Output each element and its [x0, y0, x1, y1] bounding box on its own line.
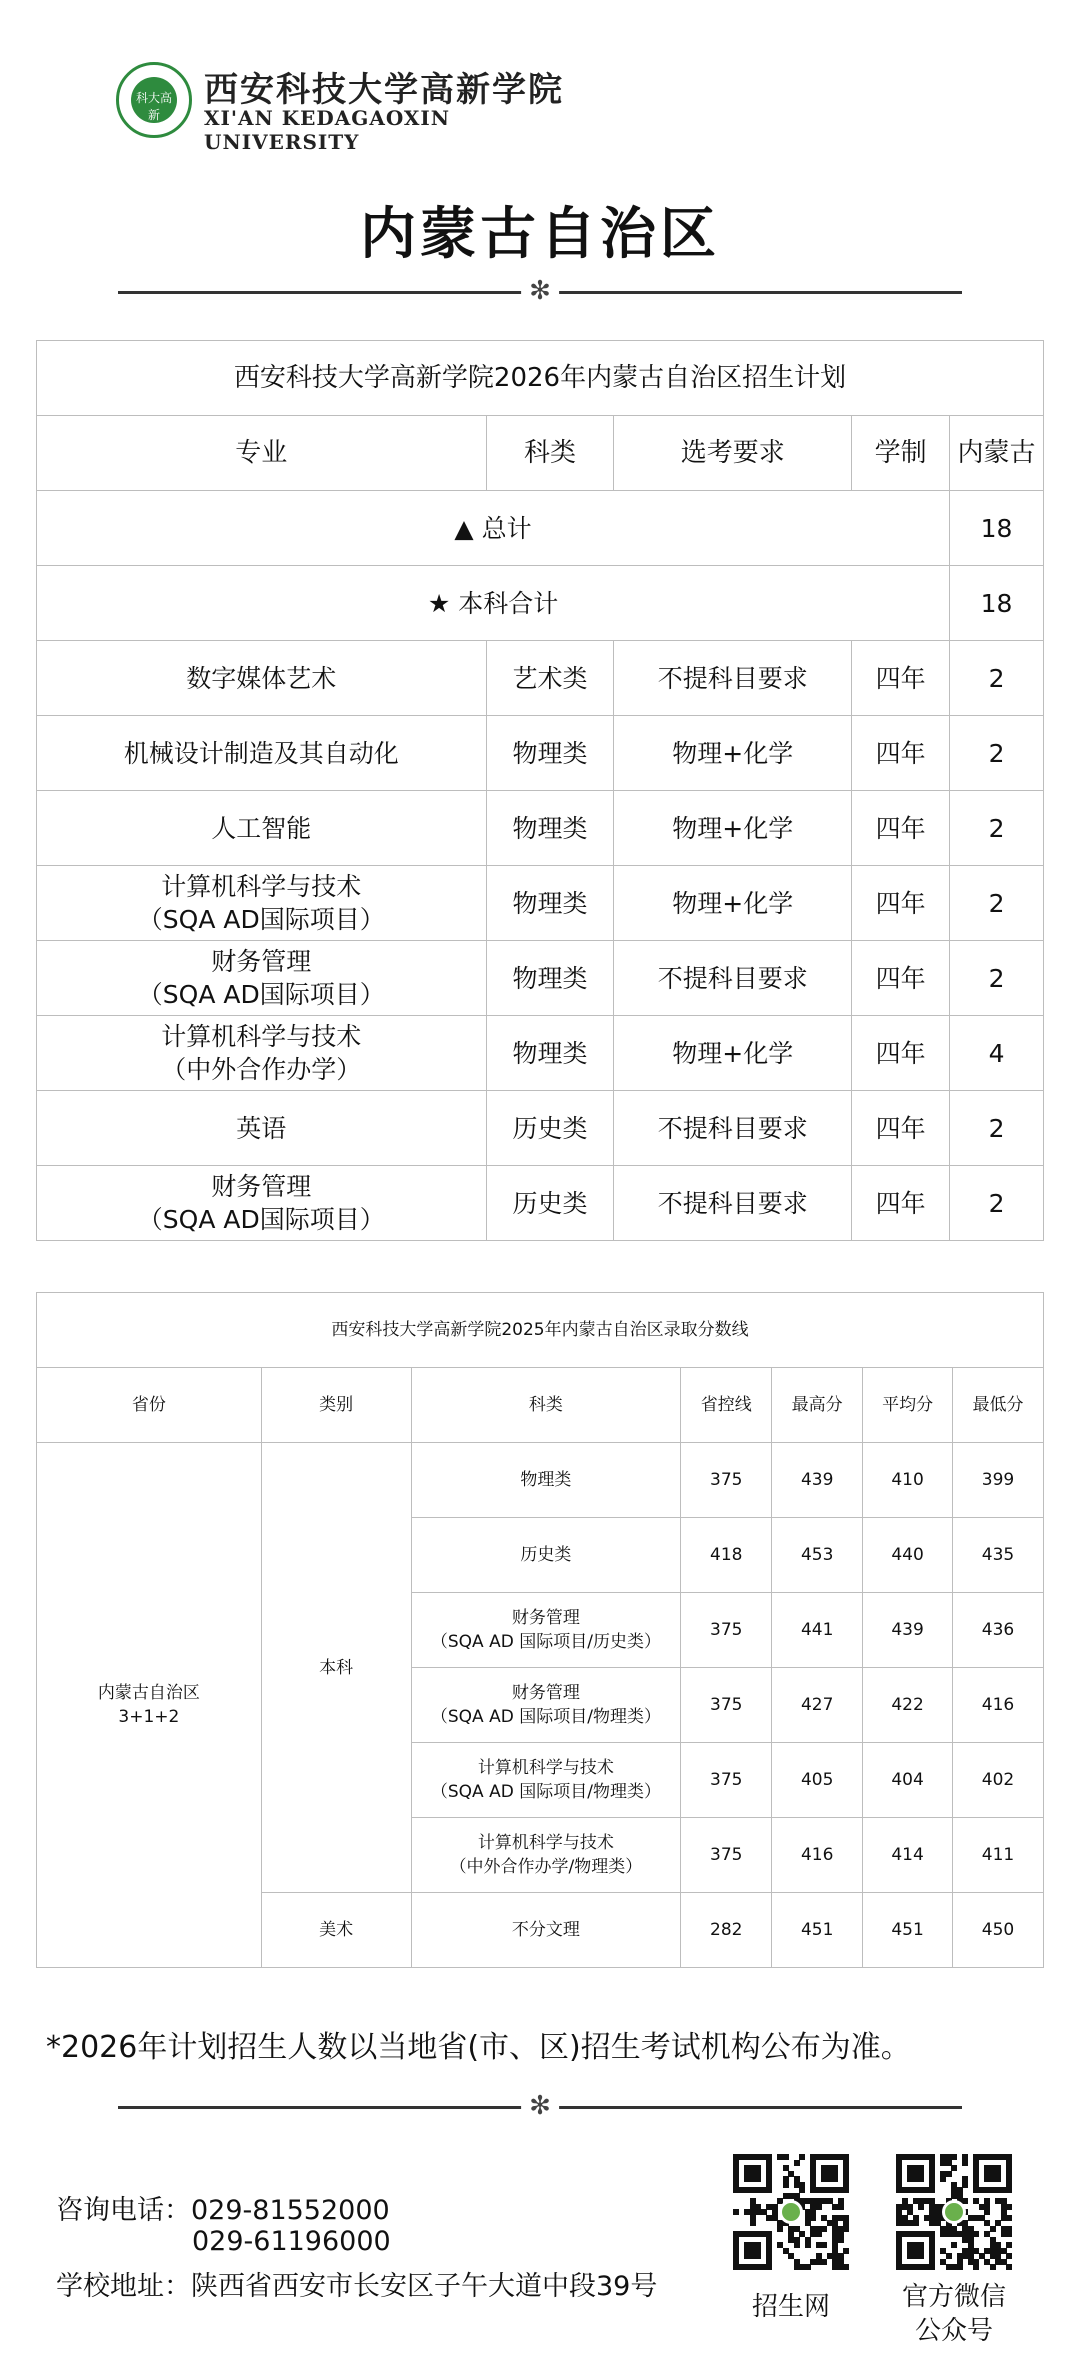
plan-row — [37, 716, 1044, 791]
score-subject: 计算机科学与技术 （SQA AD 国际项目/物理类） — [411, 1743, 681, 1818]
plan-duration: 四年 — [852, 941, 950, 1016]
flower-ornament-icon: ✻ — [521, 2091, 559, 2121]
score-avg: 451 — [863, 1893, 953, 1968]
score-header-max: 最高分 — [772, 1368, 863, 1443]
plan-count: 2 — [950, 1091, 1044, 1166]
qr-label-wechat: 官方微信 公众号 — [901, 2282, 1006, 2346]
plan-requirement: 物理+化学 — [614, 866, 852, 941]
plan-requirement: 物理+化学 — [614, 1016, 852, 1091]
score-control-line: 375 — [681, 1818, 772, 1893]
plan-major: 计算机科学与技术 （SQA AD国际项目） — [37, 866, 487, 941]
address-line — [56, 2264, 657, 2303]
plan-total-label: ▲ 总计 — [37, 491, 950, 566]
footnote: *2026年计划招生人数以当地省(市、区)招生考试机构公布为准。 — [46, 2030, 911, 2065]
score-group-art: 美术 — [261, 1893, 411, 1968]
plan-requirement: 物理+化学 — [614, 791, 852, 866]
plan-duration: 四年 — [852, 641, 950, 716]
divider-bottom — [118, 2091, 962, 2121]
score-subject: 财务管理 （SQA AD 国际项目/物理类） — [411, 1668, 681, 1743]
plan-category: 物理类 — [486, 1016, 614, 1091]
plan-category: 历史类 — [486, 1166, 614, 1241]
plan-duration: 四年 — [852, 716, 950, 791]
plan-category: 物理类 — [486, 866, 614, 941]
qr-label-admissions: 招生网 — [751, 2292, 830, 2322]
plan-undergrad-row — [37, 566, 1044, 641]
plan-count: 4 — [950, 1016, 1044, 1091]
plan-row — [37, 1166, 1044, 1241]
plan-row — [37, 866, 1044, 941]
plan-count: 2 — [950, 941, 1044, 1016]
admission-score-table — [36, 1292, 1044, 1968]
score-avg: 439 — [863, 1593, 953, 1668]
plan-major: 英语 — [37, 1091, 487, 1166]
score-min: 416 — [953, 1668, 1044, 1743]
plan-major: 计算机科学与技术 （中外合作办学） — [37, 1016, 487, 1091]
admissions-site-qr-code[interactable] — [733, 2154, 849, 2270]
plan-count: 2 — [950, 641, 1044, 716]
score-row — [37, 1443, 1044, 1518]
plan-header-count: 内蒙古 — [950, 416, 1044, 491]
phone-number-2[interactable]: 029-61196000 — [192, 2226, 391, 2257]
logo-english-name: XI'AN KEDAGAOXIN UNIVERSITY — [204, 106, 451, 154]
plan-requirement: 不提科目要求 — [614, 641, 852, 716]
plan-requirement: 不提科目要求 — [614, 1091, 852, 1166]
score-control-line: 375 — [681, 1593, 772, 1668]
plan-row — [37, 941, 1044, 1016]
score-province: 内蒙古自治区 3+1+2 — [37, 1443, 262, 1968]
plan-count: 2 — [950, 1166, 1044, 1241]
score-min: 435 — [953, 1518, 1044, 1593]
wechat-qr-code[interactable] — [896, 2154, 1012, 2270]
score-avg: 422 — [863, 1668, 953, 1743]
plan-duration: 四年 — [852, 1091, 950, 1166]
score-control-line: 375 — [681, 1668, 772, 1743]
plan-requirement: 不提科目要求 — [614, 941, 852, 1016]
plan-caption: 西安科技大学高新学院2026年内蒙古自治区招生计划 — [37, 341, 1044, 416]
score-subject: 财务管理 （SQA AD 国际项目/历史类） — [411, 1593, 681, 1668]
plan-total-value: 18 — [950, 491, 1044, 566]
score-avg: 440 — [863, 1518, 953, 1593]
score-group-undergrad: 本科 — [261, 1443, 411, 1893]
score-header-subject: 科类 — [411, 1368, 681, 1443]
score-control-line: 418 — [681, 1518, 772, 1593]
score-max: 453 — [772, 1518, 863, 1593]
plan-major: 财务管理 （SQA AD国际项目） — [37, 941, 487, 1016]
plan-row — [37, 641, 1044, 716]
score-max: 441 — [772, 1593, 863, 1668]
plan-row — [37, 791, 1044, 866]
score-subject: 历史类 — [411, 1518, 681, 1593]
score-caption: 西安科技大学高新学院2025年内蒙古自治区录取分数线 — [37, 1293, 1044, 1368]
plan-major: 财务管理 （SQA AD国际项目） — [37, 1166, 487, 1241]
university-logo — [116, 62, 566, 154]
score-header-province: 省份 — [37, 1368, 262, 1443]
score-min: 402 — [953, 1743, 1044, 1818]
score-subject: 物理类 — [411, 1443, 681, 1518]
score-control-line: 375 — [681, 1743, 772, 1818]
plan-category: 历史类 — [486, 1091, 614, 1166]
score-control-line: 282 — [681, 1893, 772, 1968]
plan-header-requirement: 选考要求 — [614, 416, 852, 491]
score-control-line: 375 — [681, 1443, 772, 1518]
phone-label: 咨询电话： — [56, 2195, 191, 2226]
plan-undergrad-value: 18 — [950, 566, 1044, 641]
address-label: 学校地址： — [56, 2271, 191, 2302]
plan-duration: 四年 — [852, 1016, 950, 1091]
divider-top — [118, 276, 962, 306]
plan-duration: 四年 — [852, 866, 950, 941]
plan-duration: 四年 — [852, 791, 950, 866]
plan-row — [37, 1016, 1044, 1091]
score-min: 450 — [953, 1893, 1044, 1968]
plan-duration: 四年 — [852, 1166, 950, 1241]
qr-logo-icon — [942, 2200, 966, 2224]
score-header-type: 类别 — [261, 1368, 411, 1443]
qr-logo-icon — [779, 2200, 803, 2224]
score-avg: 410 — [863, 1443, 953, 1518]
plan-category: 物理类 — [486, 941, 614, 1016]
plan-category: 物理类 — [486, 716, 614, 791]
plan-major: 机械设计制造及其自动化 — [37, 716, 487, 791]
score-max: 416 — [772, 1818, 863, 1893]
plan-major-sub: （中外合作办学） — [161, 1055, 362, 1084]
score-min: 411 — [953, 1818, 1044, 1893]
plan-category: 艺术类 — [486, 641, 614, 716]
score-subject: 计算机科学与技术 （中外合作办学/物理类） — [411, 1818, 681, 1893]
score-subject: 不分文理 — [411, 1893, 681, 1968]
address-value: 陕西省西安市长安区子午大道中段39号 — [191, 2271, 658, 2302]
page-title: 内蒙古自治区 — [360, 202, 720, 267]
enrollment-plan-table — [36, 340, 1044, 1241]
plan-count: 2 — [950, 716, 1044, 791]
plan-major-sub: （SQA AD国际项目） — [137, 905, 385, 934]
plan-major-sub: （SQA AD国际项目） — [137, 1205, 385, 1234]
score-header-min: 最低分 — [953, 1368, 1044, 1443]
plan-category: 物理类 — [486, 791, 614, 866]
plan-undergrad-label: ★ 本科合计 — [37, 566, 950, 641]
plan-header-duration: 学制 — [852, 416, 950, 491]
flower-ornament-icon: ✻ — [521, 276, 559, 306]
score-max: 405 — [772, 1743, 863, 1818]
plan-count: 2 — [950, 791, 1044, 866]
plan-major-sub: （SQA AD国际项目） — [137, 980, 385, 1009]
phone-line-1 — [56, 2188, 390, 2227]
logo-chinese-name: 西安科技大学高新学院 — [204, 70, 564, 110]
score-avg: 404 — [863, 1743, 953, 1818]
score-max: 451 — [772, 1893, 863, 1968]
plan-major: 数字媒体艺术 — [37, 641, 487, 716]
score-avg: 414 — [863, 1818, 953, 1893]
plan-row — [37, 1091, 1044, 1166]
score-max: 439 — [772, 1443, 863, 1518]
plan-requirement: 物理+化学 — [614, 716, 852, 791]
score-header-avg: 平均分 — [863, 1368, 953, 1443]
score-max: 427 — [772, 1668, 863, 1743]
phone-number-1[interactable]: 029-81552000 — [191, 2195, 390, 2226]
plan-total-row — [37, 491, 1044, 566]
university-seal-icon: 科大高新 — [116, 62, 192, 138]
score-min: 436 — [953, 1593, 1044, 1668]
plan-header-category: 科类 — [486, 416, 614, 491]
plan-header-major: 专业 — [37, 416, 487, 491]
plan-count: 2 — [950, 866, 1044, 941]
score-header-control-line: 省控线 — [681, 1368, 772, 1443]
plan-major: 人工智能 — [37, 791, 487, 866]
plan-requirement: 不提科目要求 — [614, 1166, 852, 1241]
score-min: 399 — [953, 1443, 1044, 1518]
